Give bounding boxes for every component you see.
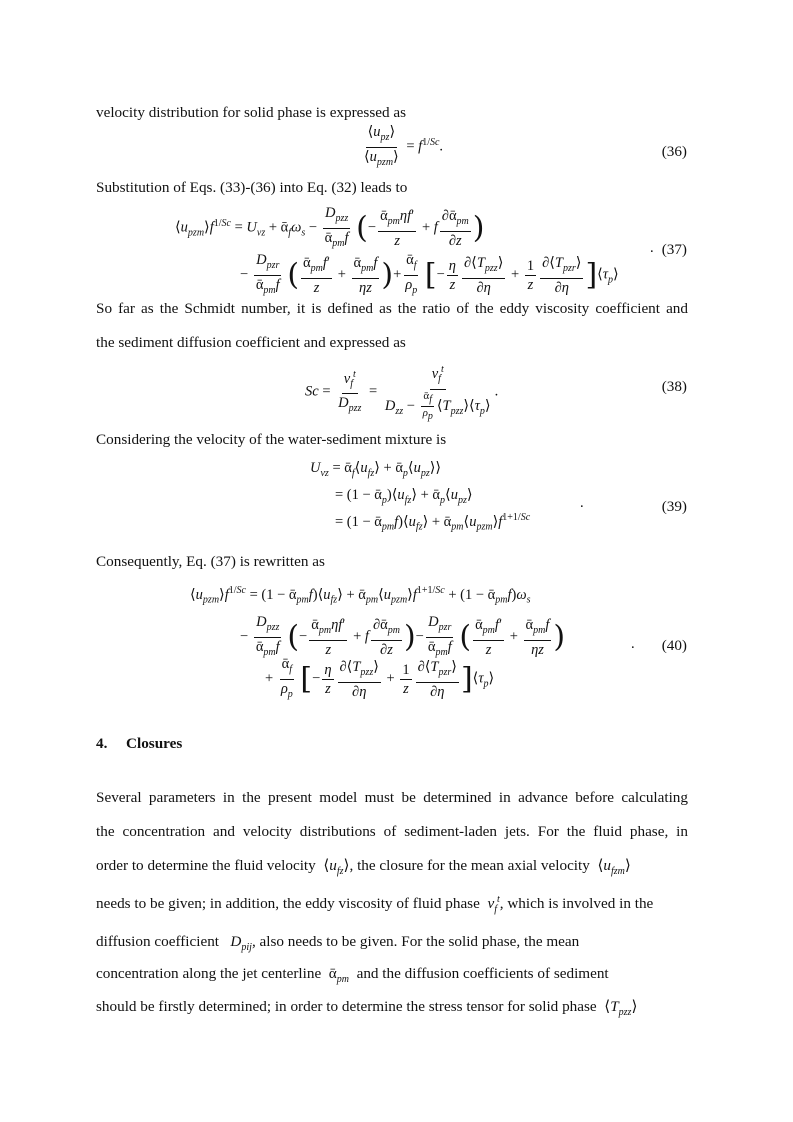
equation-39-line-1: $U_{vz}$ = $ᾱ_f⟨u_{fz}⟩$ + $ᾱ_p⟨u_{pz}⟩⟩$ <box>310 460 442 479</box>
section-title: Closures <box>126 735 183 752</box>
equation-39-line-2: = $(1 - ᾱ_p)⟨u_{fz}⟩$ + $ᾱ_p⟨u_{pz}⟩$ <box>335 487 473 506</box>
paragraph-rewritten: Consequently, Eq. (37) is rewritten as <box>96 553 325 570</box>
equation-40-line-2: − $\frac{D_{pzz}}{ᾱ_{pm}f}$ (− $\frac{ᾱ_{pm}\eta f'}{z}$ + f $\frac{\partial ᾱ_{pm}}{\partial z}$ )− $\frac{D_{pzr}}{ᾱ_{pm}f}$ ( $\frac{ᾱ_{pm}f'}{z}$ + $\frac{ᾱ_{pm}f}{\eta z}$ ) <box>240 614 566 658</box>
paragraph-closures-line-6: concentration along the jet centerline ᾱ$_{pm}$ and the diffusion coefficients of sediment <box>96 965 609 986</box>
equation-39-period: . <box>580 495 584 511</box>
text-segment: needs to be given; in addition, the eddy viscosity of fluid phase <box>96 895 480 913</box>
text-segment: and the diffusion coefficients of sediment <box>356 965 609 982</box>
equation-37-period: . <box>650 240 654 256</box>
text-segment: order to determine the fluid velocity <box>96 857 316 874</box>
equation-number-38: (38) <box>661 378 687 395</box>
text-segment: concentration along the jet centerline <box>96 965 322 982</box>
equation-39-line-3: = $(1 - ᾱ_{pm}f)⟨u_{fz}⟩$ + $ᾱ_{pm}⟨u_{pzm}⟩f^{1+1/Sc}$ <box>335 512 531 533</box>
paragraph-schmidt-line-2: the sediment diffusion coefficient and expressed as <box>96 334 406 351</box>
paragraph-closures-line-7: should be firstly determined; in order to determine the stress tensor for solid phase $⟨T_{pzz}⟩$ <box>96 998 638 1019</box>
equation-number-36: (36) <box>661 143 687 160</box>
equation-38: Sc = $\frac{\nu_f^t}{D_{pzz}}$ = $\nu_f^t$ $D_{zz}$ − $\frac{ᾱ_f}{\rho_p}$ $⟨T_{pzz}⟩⟨\tau_p⟩$ . <box>305 364 499 423</box>
paragraph-closures-line-1: Several parameters in the present model must be determined in advance before calculating <box>96 789 688 806</box>
equation-40-line-1: $⟨u_{pzm}⟩f^{1/Sc} = (1$ − $ᾱ_{pm}f)⟨u_{fz}⟩$ + $ᾱ_{pm}⟨u_{pzm}⟩f^{1+1/Sc} + (1$ − $ᾱ_{pm}f)\omega_s$ <box>190 585 531 606</box>
text-segment: , which is involved in the <box>499 895 654 913</box>
equation-number-39: (39) <box>661 498 687 515</box>
paragraph-mixture-velocity: Considering the velocity of the water-sediment mixture is <box>96 431 447 448</box>
paragraph-schmidt-line-1: So far as the Schmidt number, it is defined as the ratio of the eddy viscosity coefficient and <box>96 300 688 317</box>
paragraph-closures-line-3: order to determine the fluid velocity $⟨u_{fz}⟩$, the closure for the mean axial velocity $⟨u_{fzm}⟩$ <box>96 857 631 878</box>
paragraph-intro-36: velocity distribution for solid phase is expressed as <box>96 104 407 121</box>
text-segment: , also needs to be given. For the solid phase, the mean <box>251 933 580 950</box>
text-segment: , the closure for the mean axial velocity <box>349 857 590 874</box>
section-number: 4. <box>96 735 108 752</box>
text-segment: should be firstly determined; in order to determine the stress tensor for solid phase <box>96 998 597 1015</box>
section-heading <box>96 735 182 753</box>
paragraph-closures-line-5: diffusion coefficient $D_{pij}$, also needs to be given. For the solid phase, the mean <box>96 933 580 954</box>
equation-40-line-3: + $\frac{ᾱ_f}{\rho_p}$ [− $\frac{\eta}{z}$ $\frac{\partial⟨T_{pzz}⟩}{\partial\eta}$ + $\frac{1}{z}$ $\frac{\partial⟨T_{pzr}⟩}{\partial\eta}$ ]$⟨\tau_p⟩$ <box>265 656 495 700</box>
paragraph-closures-line-4: needs to be given; in addition, the eddy viscosity of fluid phase $\nu_f^t$, which is involved in the <box>96 894 654 916</box>
equation-number-37: (37) <box>661 241 687 258</box>
paragraph-substitution: Substitution of Eqs. (33)-(36) into Eq. (32) leads to <box>96 179 408 196</box>
equation-37-line-2: − $\frac{D_{pzr}}{ᾱ_{pm}f}$ ( $\frac{ᾱ_{pm}f'}{z}$ + $\frac{ᾱ_{pm}f}{\eta z}$ )+ $\frac{ᾱ_f}{\rho_p}$ [− $\frac{\eta}{z}$ $\frac{\partial⟨T_{pzz}⟩}{\partial\eta}$ + $\frac{1}{z}$ $\frac{\partial⟨T_{pzr}⟩}{\partial\eta}$ ]$⟨\tau_p⟩$ <box>240 252 619 296</box>
equation-40-period: . <box>631 636 635 652</box>
equation-37-line-1: $⟨u_{pzm}⟩f^{1/Sc} = U_{vz}$ + $ᾱ_f\omega_s$ − $\frac{D_{pzz}}{ᾱ_{pm}f}$ (− $\frac{ᾱ_{pm}\eta f'}{z}$ + f $\frac{\partial ᾱ_{pm}}{\partial z}$ ) <box>175 205 485 249</box>
equation-number-40: (40) <box>661 637 687 654</box>
equation-36: $\frac{⟨u_{pz}⟩}{⟨u_{pzm}⟩}$ = $f^{1/Sc}$. <box>364 124 444 168</box>
text-segment: diffusion coefficient <box>96 933 220 950</box>
paragraph-closures-line-2: the concentration and velocity distributions of sediment-laden jets. For the fluid phase, in <box>96 823 688 840</box>
